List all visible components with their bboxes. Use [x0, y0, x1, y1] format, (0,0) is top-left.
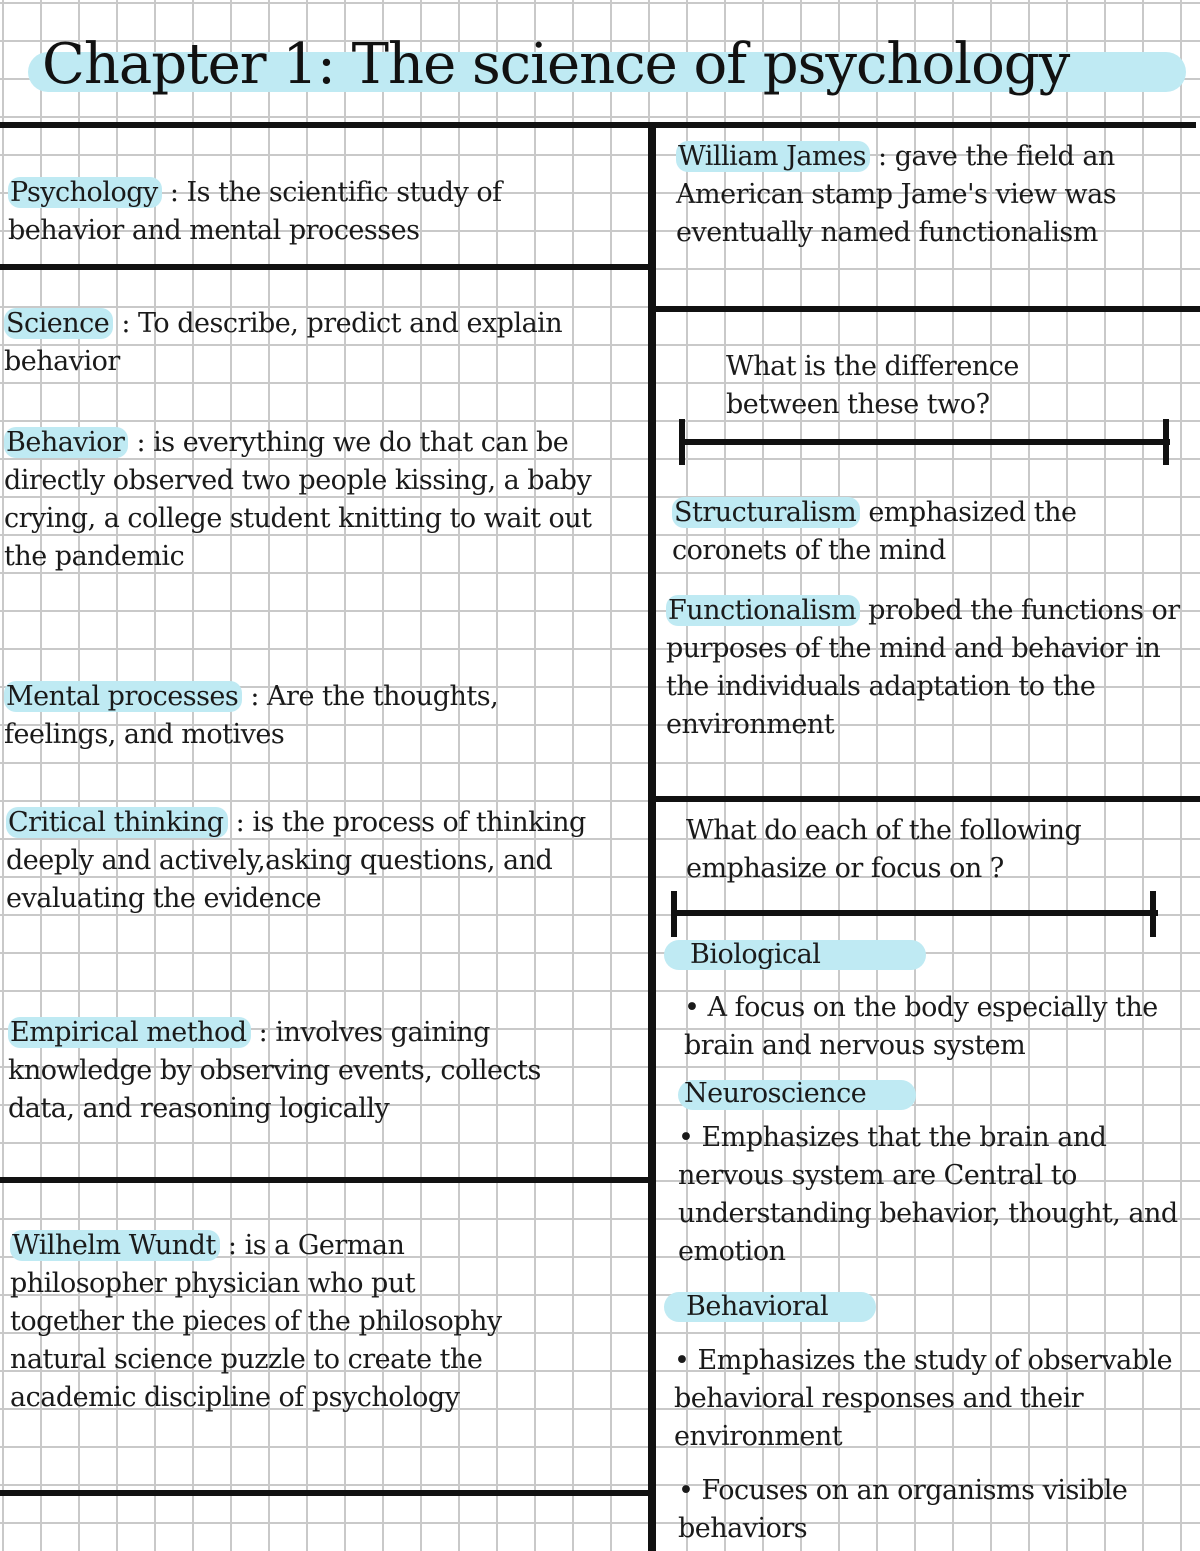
- bullet-behavioral-1: • Emphasizes the study of observable behavioral responses and their environment: [674, 1345, 1173, 1452]
- left-divider-3: [0, 1490, 650, 1496]
- title-text: Chapter 1: The science of psychology: [42, 32, 1070, 97]
- underline-cap-right: [1150, 891, 1156, 937]
- question-underline-2: [672, 910, 1158, 916]
- definition-text: : Are the thoughts, feelings, and motives: [4, 681, 499, 750]
- definition-empirical-method: [8, 1014, 608, 1128]
- definition-text: probed the functions or purposes of the mind and behavior in the individuals adaptation to the environment: [666, 595, 1180, 740]
- definition-text: : is the process of thinking deeply and actively,asking questions, and evaluating the evidence: [6, 807, 586, 914]
- definition-science: [4, 305, 654, 381]
- definition-text: : To describe, predict and explain behavior: [4, 308, 563, 377]
- term-behavior: Behavior: [4, 427, 128, 458]
- term-science: Science: [4, 308, 113, 339]
- term-wilhelm-wundt: Wilhelm Wundt: [10, 1230, 220, 1261]
- bullet-behavioral-2: • Focuses on an organisms visible behaviors: [678, 1475, 1128, 1544]
- definition-text: : is everything we do that can be directly observed two people kissing, a baby crying, a college student knitting to wait out the pandemic: [4, 427, 592, 572]
- underline-cap-right: [1163, 419, 1169, 465]
- term-critical-thinking: Critical thinking: [6, 807, 228, 838]
- question-difference: What is the difference between these two?: [726, 351, 1019, 420]
- heading-behavioral: Behavioral: [686, 1291, 829, 1322]
- definition-text: : Is the scientific study of behavior and mental processes: [8, 177, 502, 246]
- definition-text: : is a German philosopher physician who put together the pieces of the philosophy natural science puzzle to create the academic discipline of psychology: [10, 1230, 502, 1413]
- term-mental-processes: Mental processes: [4, 681, 242, 712]
- title-divider: [0, 122, 1196, 128]
- question-underline-1: [680, 439, 1170, 445]
- left-divider-2: [0, 1177, 650, 1183]
- question-emphasis: What do each of the following emphasize or focus on ?: [686, 815, 1082, 884]
- right-divider-2: [656, 796, 1200, 802]
- underline-cap-left: [679, 419, 685, 465]
- term-psychology: Psychology: [8, 177, 162, 208]
- definition-text: : gave the field an American stamp Jame's view was eventually named functionalism: [676, 141, 1117, 248]
- definition-text: emphasized the coronets of the mind: [672, 497, 1077, 566]
- definition-text: : involves gaining knowledge by observing events, collects data, and reasoning logically: [8, 1017, 541, 1124]
- heading-neuroscience: Neuroscience: [684, 1078, 867, 1109]
- term-structuralism: Structuralism: [672, 497, 860, 528]
- page-title: [28, 30, 1188, 110]
- left-divider-1: [0, 264, 650, 270]
- definition-psychology: [8, 174, 568, 250]
- definition-mental-processes: [4, 678, 604, 754]
- definition-critical-thinking: [6, 804, 596, 918]
- heading-biological: Biological: [690, 939, 821, 970]
- term-empirical-method: Empirical method: [8, 1017, 251, 1048]
- bullet-biological: • A focus on the body especially the brain and nervous system: [684, 992, 1158, 1061]
- term-functionalism: Functionalism: [666, 595, 860, 626]
- underline-cap-left: [671, 891, 677, 937]
- bullet-neuroscience: • Emphasizes that the brain and nervous system are Central to understanding behavior, thought, and emotion: [678, 1122, 1178, 1267]
- definition-functionalism: [666, 592, 1200, 744]
- definition-wilhelm-wundt: [10, 1227, 530, 1417]
- definition-structuralism: [672, 494, 1122, 570]
- term-william-james: William James: [676, 141, 870, 172]
- definition-behavior: [4, 424, 636, 576]
- right-divider-1: [656, 306, 1200, 312]
- definition-william-james: [676, 138, 1176, 252]
